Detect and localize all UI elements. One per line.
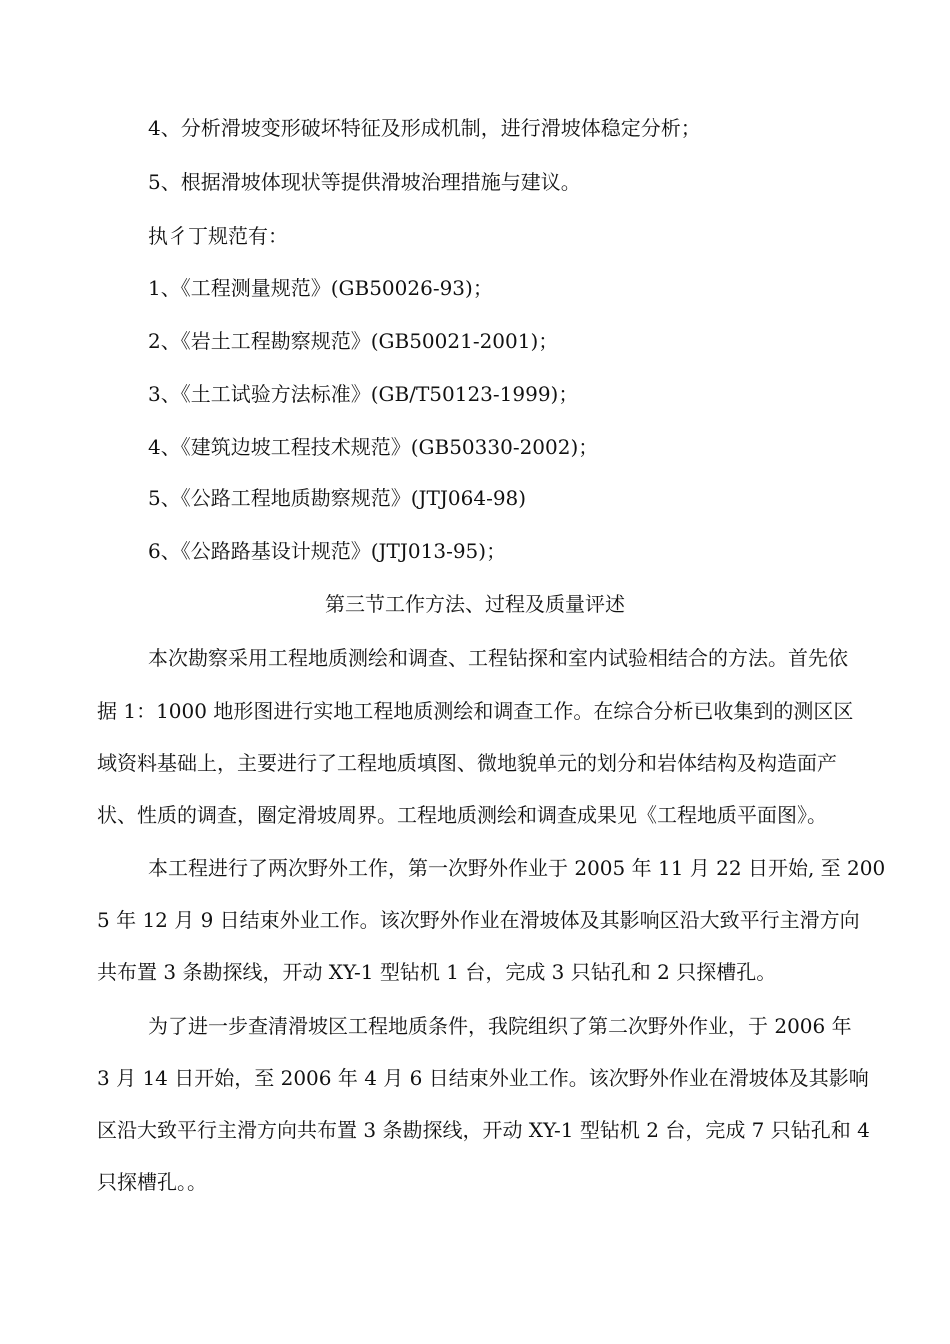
section-title: 第三节工作方法、过程及质量评述: [325, 592, 625, 616]
standard-item: 1、《工程测量规范》(GB50026-93)；: [148, 276, 493, 300]
paragraph-line: 只探槽孔。。: [97, 1170, 207, 1194]
paragraph-line: 3 月 14 日开始，至 2006 年 4 月 6 日结束外业工作。该次野外作业在滑坡体及其影响: [97, 1066, 869, 1090]
standards-heading: 执彳丁规范有：: [148, 224, 288, 248]
list-item: 4、分析滑坡变形破坏特征及形成机制，进行滑坡体稳定分析；: [148, 116, 701, 140]
paragraph-line: 为了进一步查清滑坡区工程地质条件，我院组织了第二次野外作业，于 2006 年: [148, 1014, 852, 1038]
standard-item: 5、《公路工程地质勘察规范》(JTJ064-98): [148, 486, 527, 510]
paragraph-line: 域资料基础上，主要进行了工程地质填图、微地貌单元的划分和岩体结构及构造面产: [97, 751, 837, 775]
paragraph-line: 据 1：1000 地形图进行实地工程地质测绘和调查工作。在综合分析已收集到的测区区: [97, 699, 854, 723]
standard-item: 4、《建筑边坡工程技术规范》(GB50330-2002)；: [148, 435, 599, 459]
paragraph-line: 共布置 3 条勘探线，开动 XY-1 型钻机 1 台，完成 3 只钻孔和 2 只探槽孔。: [97, 960, 777, 984]
standard-item: 3、《土工试验方法标准》(GB/T50123-1999)；: [148, 382, 579, 406]
list-item: 5、根据滑坡体现状等提供滑坡治理措施与建议。: [148, 170, 581, 194]
paragraph-line: 本次勘察采用工程地质测绘和调查、工程钻探和室内试验相结合的方法。首先依: [148, 646, 848, 670]
paragraph-line: 5 年 12 月 9 日结束外业工作。该次野外作业在滑坡体及其影响区沿大致平行主滑方向: [97, 908, 860, 932]
paragraph-line: 状、性质的调查，圈定滑坡周界。工程地质测绘和调查成果见《工程地质平面图》。: [97, 803, 827, 827]
standard-item: 2、《岩土工程勘察规范》(GB50021-2001)；: [148, 329, 559, 353]
paragraph-line: 区沿大致平行主滑方向共布置 3 条勘探线，开动 XY-1 型钻机 2 台，完成 7 只钻孔和 4: [97, 1118, 870, 1142]
paragraph-line: 本工程进行了两次野外工作，第一次野外作业于 2005 年 11 月 22 日开始, 至 200: [148, 856, 886, 880]
standard-item: 6、《公路路基设计规范》(JTJ013-95)；: [148, 539, 507, 563]
